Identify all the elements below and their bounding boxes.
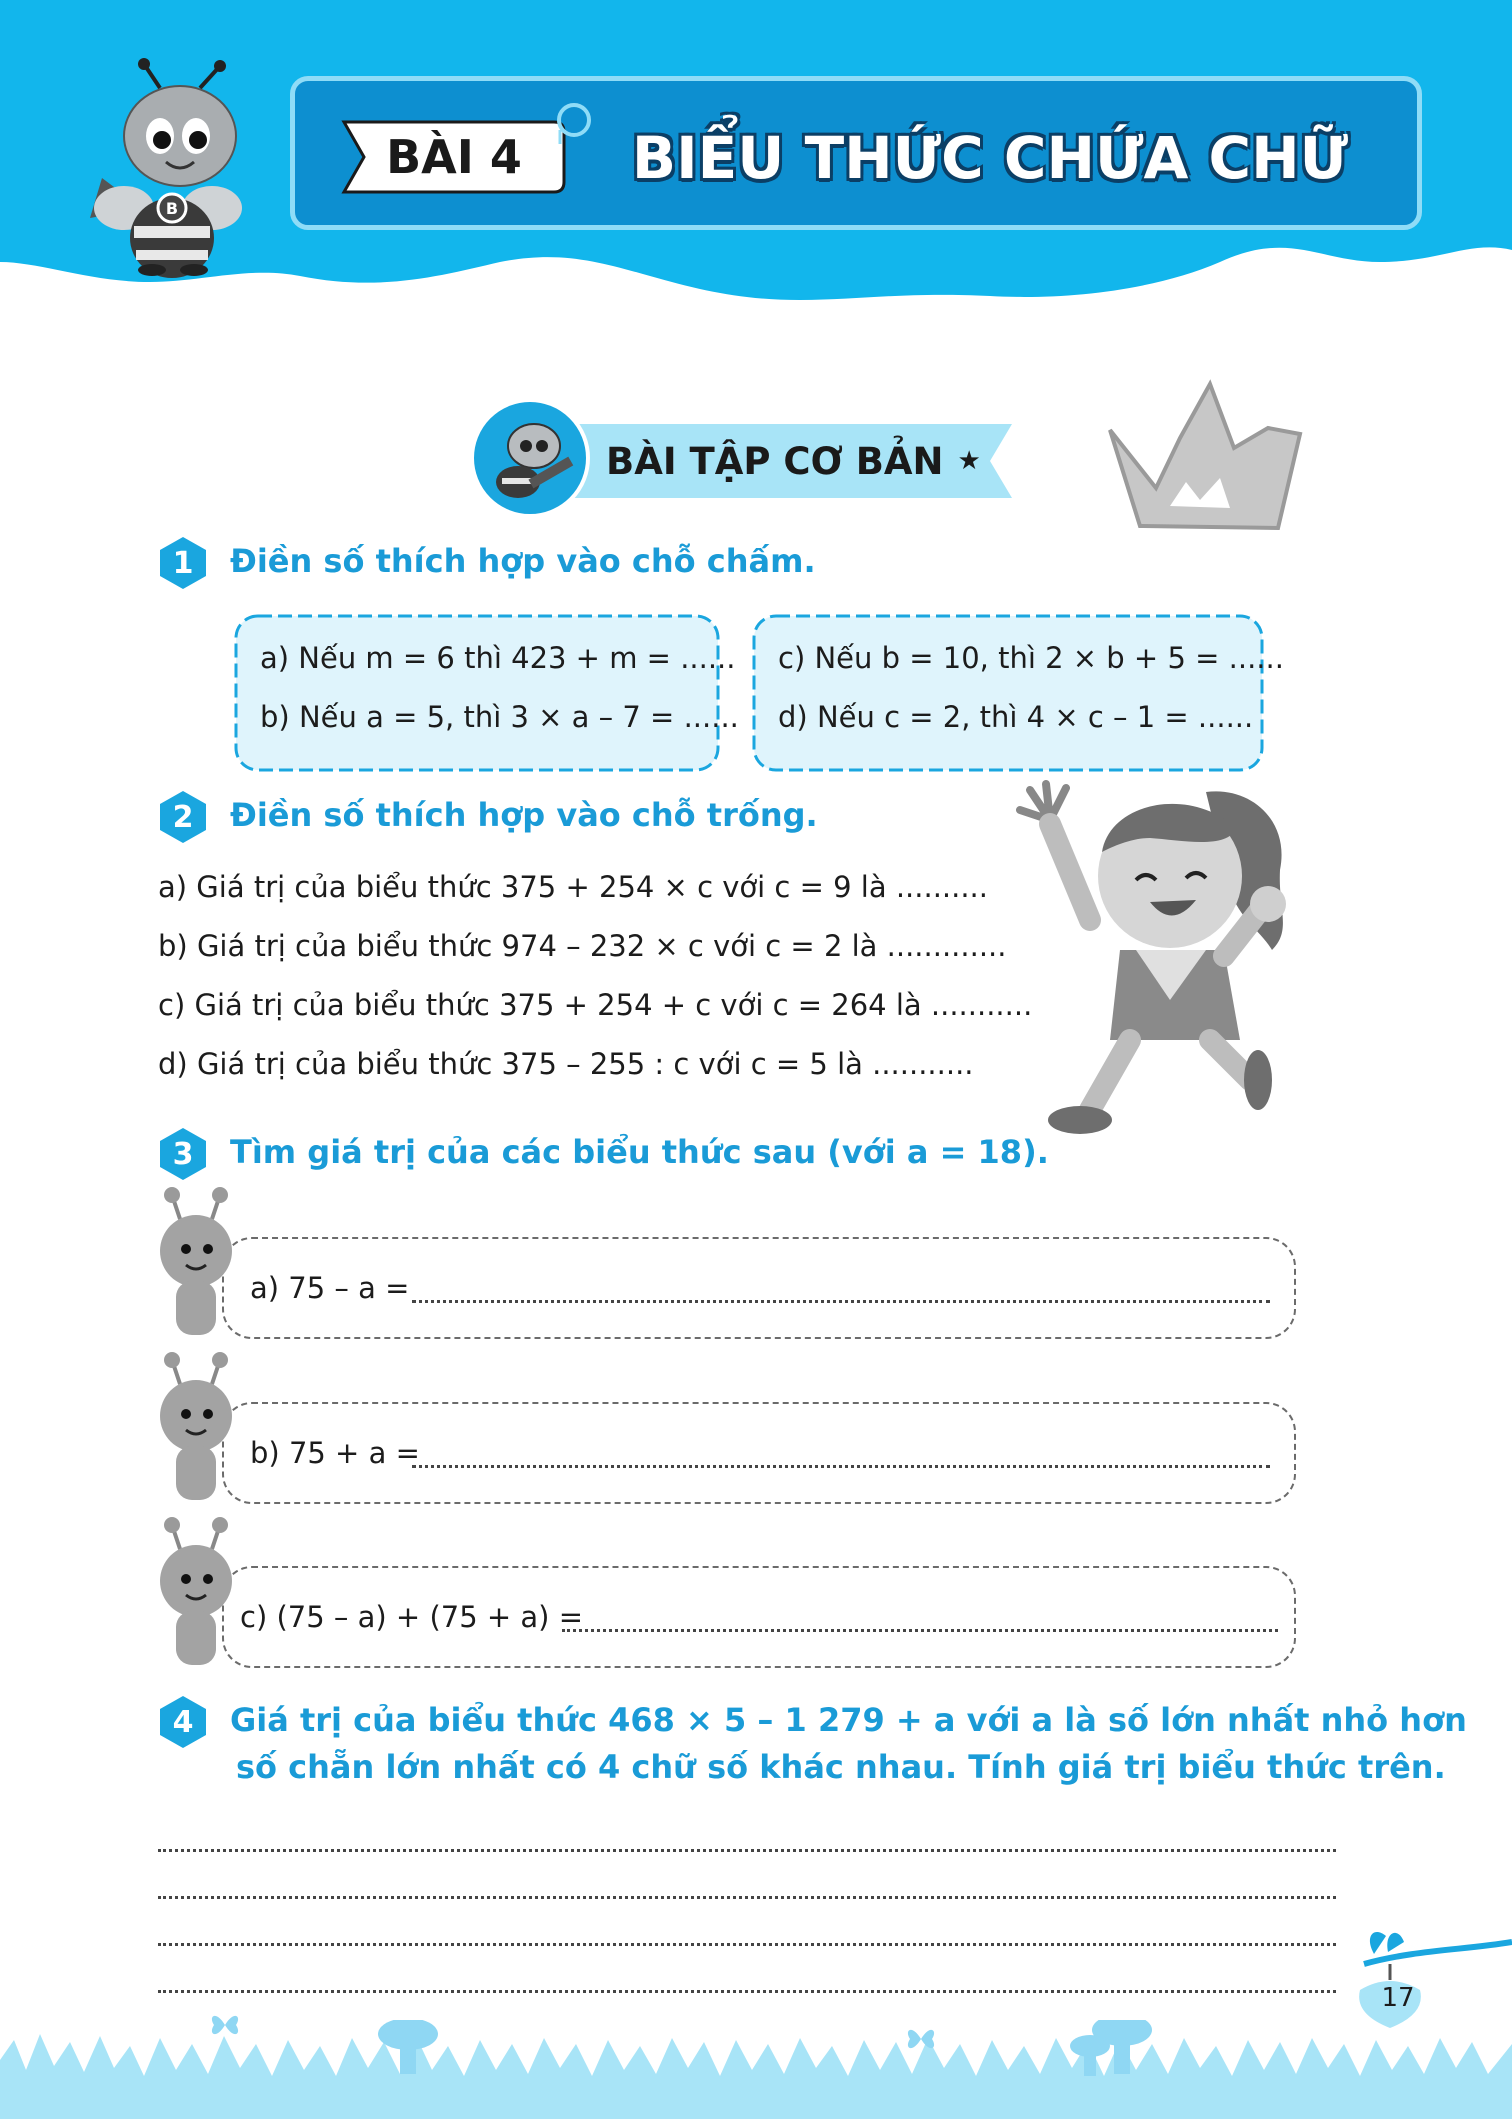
star-icon: ★ (957, 446, 981, 476)
answer-line-3[interactable] (158, 1943, 1336, 1946)
exercise-1-box-left (232, 612, 722, 774)
exercise-1-title: Điền số thích hợp vào chỗ chấm. (230, 542, 816, 580)
bee-pencil-badge-icon (470, 396, 590, 520)
exercise-2-item-d: d) Giá trị của biểu thức 375 – 255 : c với c = 5 là ........... (158, 1047, 974, 1081)
exercise-2-number: 2 (172, 799, 194, 835)
butterfly-icon (208, 2010, 242, 2040)
exercise-4-number: 4 (172, 1704, 194, 1740)
exercise-1-item-d: d) Nếu c = 2, thì 4 × c – 1 = ...... (778, 700, 1254, 734)
exercise-2-item-a: a) Giá trị của biểu thức 375 + 254 × c với c = 9 là .......... (158, 870, 988, 904)
lesson-title: BIỂU THỨC CHỨA CHỮ (631, 124, 1349, 192)
ant-mascot-icon (150, 1350, 240, 1500)
answer-line-1[interactable] (158, 1849, 1336, 1852)
exercise-2-item-c: c) Giá trị của biểu thức 375 + 254 + c với c = 264 là ........... (158, 988, 1033, 1022)
answer-label-c: c) (75 – a) + (75 + a) = (240, 1600, 584, 1634)
answer-line-b[interactable] (412, 1465, 1270, 1468)
section-title-text: BÀI TẬP CƠ BẢN (606, 439, 944, 483)
tag-ring-icon (552, 100, 592, 144)
exercise-3-title: Tìm giá trị của các biểu thức sau (với a = 18). (230, 1133, 1049, 1171)
exercise-1-item-c: c) Nếu b = 10, thì 2 × b + 5 = ...... (778, 641, 1284, 675)
svg-text:B: B (165, 199, 179, 218)
ant-mascot-icon (150, 1515, 240, 1665)
butterfly-icon (904, 2024, 938, 2054)
page-number: 17 (1381, 1983, 1415, 2013)
crown-icon (1100, 378, 1310, 540)
exercise-3-number: 3 (172, 1136, 194, 1172)
exercise-2-item-b: b) Giá trị của biểu thức 974 – 232 × c với c = 2 là ............. (158, 929, 1007, 963)
answer-label-b: b) 75 + a = (250, 1436, 420, 1470)
answer-line-2[interactable] (158, 1896, 1336, 1899)
answer-line-4[interactable] (158, 1990, 1336, 1993)
bee-mascot-icon (82, 58, 252, 278)
answer-label-a: a) 75 – a = (250, 1271, 410, 1305)
answer-line-c[interactable] (562, 1629, 1278, 1632)
answer-line-a[interactable] (412, 1300, 1270, 1303)
exercise-1-item-b: b) Nếu a = 5, thì 3 × a – 7 = ...... (260, 700, 739, 734)
exercise-4-title-line2: số chẵn lớn nhất có 4 chữ số khác nhau. Tính giá trị biểu thức trên. (236, 1748, 1446, 1786)
exercise-2-title: Điền số thích hợp vào chỗ trống. (230, 796, 818, 834)
exercise-1-box-right (750, 612, 1266, 774)
ant-mascot-icon (150, 1185, 240, 1335)
waving-girl-illustration (1010, 780, 1320, 1140)
section-title (606, 424, 986, 498)
exercise-1-item-a: a) Nếu m = 6 thì 423 + m = ...... (260, 641, 736, 675)
exercise-4-title-line1: Giá trị của biểu thức 468 × 5 – 1 279 + a với a là số lớn nhất nhỏ hơn (230, 1701, 1467, 1739)
exercise-1-number: 1 (172, 545, 194, 581)
lesson-tag: BÀI 4 (386, 130, 522, 184)
